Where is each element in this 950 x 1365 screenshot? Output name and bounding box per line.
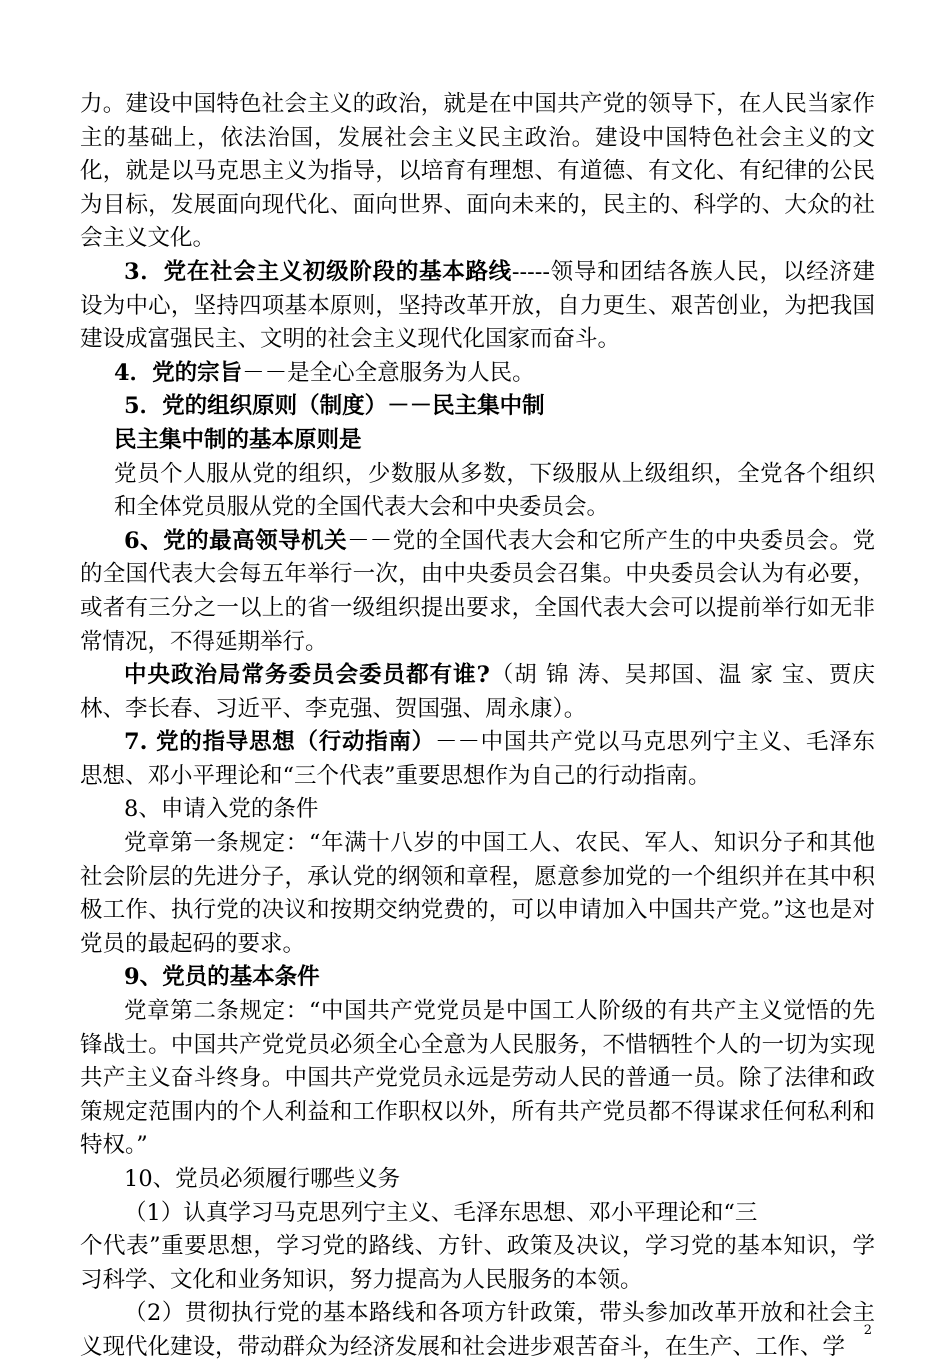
heading-party-purpose: 4．党的宗旨 — [114, 359, 243, 386]
paragraph-democratic-centralism: 党员个人服从党的组织，少数服从多数，下级服从上级组织，全党各个组织和全体党员服从党的全国代表大会和中央委员会。 — [114, 460, 875, 521]
paragraph-standing-committee — [80, 659, 875, 726]
guiding-ideology-text: －－中国共产党以马克思列宁主义、毛泽东思想、邓小平理论和“三个代表”重要思想作为自己的行动指南。 — [80, 729, 875, 789]
obligation-item-2: （2）贯彻执行党的基本路线和各项方针政策，带头参加改革开放和社会主义现代化建设，带动群众为经济发展和社会进步艰苦奋斗，在生产、工作、学 — [80, 1300, 875, 1360]
basic-line-text: -----领导和团结各族人民，以经济建设为中心，坚持四项基本原则，坚持改革开放，自力更生、艰苦创业，为把我国建设成富强民主、文明的社会主义现代化国家而奋斗。 — [80, 258, 876, 353]
heading-highest-leadership: 6、党的最高领导机关 — [124, 527, 348, 554]
obligation-item-1-continuation: 个代表”重要思想，学习党的路线、方针、政策及决议，学习党的基本知识，学习科学、文化和业务知识，努力提高为人民服务的本领。 — [80, 1233, 875, 1293]
highest-leadership-text: －－党的全国代表大会和它所产生的中央委员会。党的全国代表大会每五年举行一次，由中央委员会召集。中央委员会认为有必要，或者有三分之一以上的省一级组织提出要求，全国代表大会可以提前举行如无非常情况，不得延期举行。 — [80, 527, 875, 655]
paragraph-highest-leadership — [80, 525, 875, 659]
standing-committee-members: （胡 锦 涛、吴邦国、温 家 宝、贾庆林、李长春、习近平、李克强、贺国强、周永康）。 — [80, 662, 876, 722]
heading-democratic-centralism-principles: 民主集中制的基本原则是 — [114, 426, 362, 453]
heading-member-basic-conditions: 9、党员的基本条件 — [124, 964, 320, 991]
paragraph-charter-article-two: 党章第二条规定：“中国共产党党员是中国工人阶级的有共产主义觉悟的先锋战士。中国共产党党员必须全心全意为人民服务，不惜牺牲个人的一切为实现共产主义奋斗终身。中国共产党党员永远是劳动人民的普通一员。除了法律和政策规定范围内的个人利益和工作职权以外，所有共产党员都不得谋求任何私利和特权。” — [80, 998, 875, 1159]
paragraph-basic-line — [80, 256, 875, 357]
document-page — [80, 88, 875, 1365]
heading-membership-conditions: 8、申请入党的条件 — [124, 796, 319, 823]
obligation-item-1-line1: （1）认真学习马克思列宁主义、毛泽东思想、邓小平理论和“三 — [124, 1199, 758, 1226]
party-purpose-text: －－是全心全意服务为人民。 — [242, 359, 535, 386]
heading-basic-line: 3．党在社会主义初级阶段的基本路线 — [124, 258, 512, 285]
heading-organization-principle: 5．党的组织原则（制度）－－民主集中制 — [124, 393, 545, 420]
paragraph-charter-article-one: 党章第一条规定：“年满十八岁的中国工人、农民、军人、知识分子和其他社会阶层的先进分子，承认党的纲领和章程，愿意参加党的一个组织并在其中积极工作、执行党的决议和按期交纳党费的，可以申请加入中国共产党。”这也是对党员的最起码的要求。 — [80, 830, 875, 957]
page-number: 2 — [863, 1323, 872, 1338]
paragraph-guiding-ideology — [80, 726, 875, 793]
heading-standing-committee: 中央政治局常务委员会委员都有谁? — [124, 662, 490, 689]
heading-guiding-ideology: 7. 党的指导思想（行动指南） — [124, 729, 435, 756]
paragraph-socialism-politics-culture: 力。建设中国特色社会主义的政治，就是在中国共产党的领导下，在人民当家作主的基础上，依法治国，发展社会主义民主政治。建设中国特色社会主义的文化，就是以马克思主义为指导，以培育有理想、有道德、有文化、有纪律的公民为目标，发展面向现代化、面向世界、面向未来的，民主的、科学的、大众的社会主义文化。 — [80, 91, 875, 252]
heading-member-obligations: 10、党员必须履行哪些义务 — [124, 1166, 401, 1192]
paragraph-party-purpose — [80, 357, 875, 391]
